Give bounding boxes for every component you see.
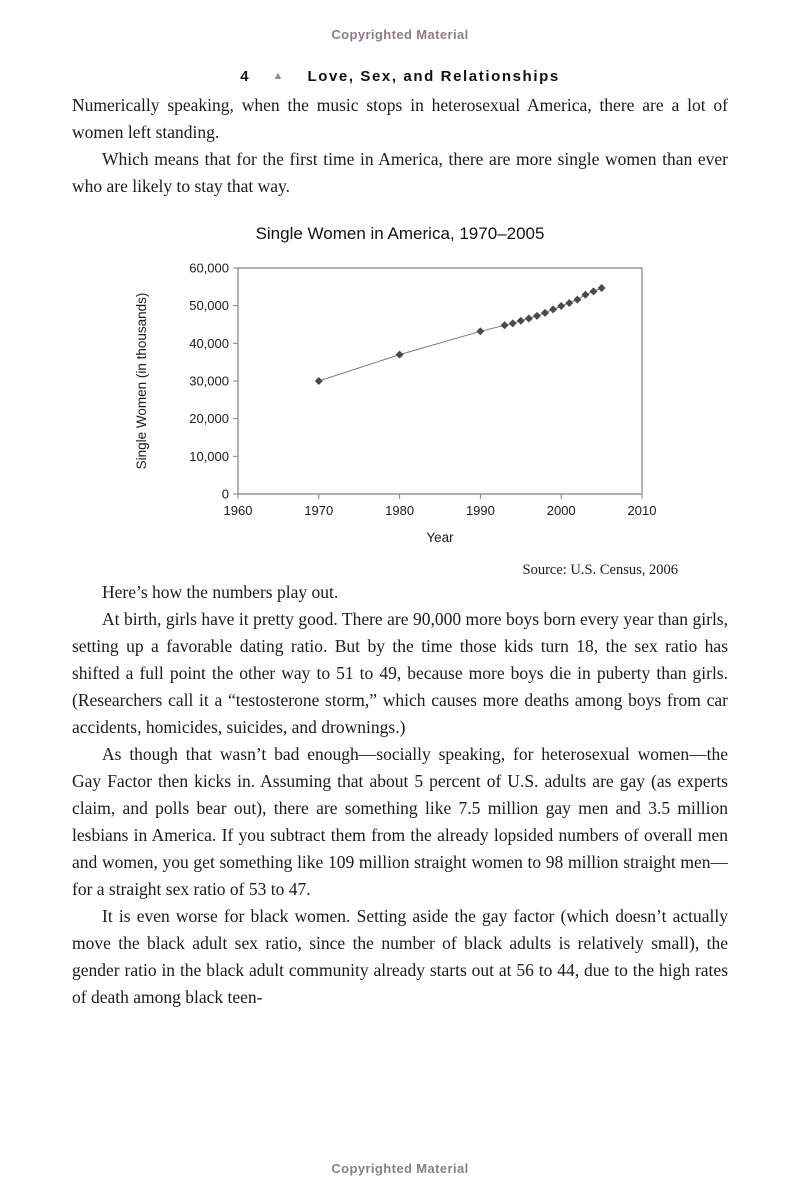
x-tick-label: 1970 (304, 503, 334, 518)
body-paragraph: Here’s how the numbers play out. (102, 582, 339, 602)
page-number: 4 (240, 68, 249, 85)
page-content (72, 92, 728, 1011)
y-axis-label: Single Women (in thousands) (134, 292, 149, 470)
plot-area (238, 268, 642, 494)
body-paragraph: Numerically speaking, when the music stops in heterosexual America, there are a lot of women left standing. (72, 95, 728, 142)
y-tick-label: 30,000 (189, 373, 229, 389)
y-tick-label: 50,000 (189, 298, 229, 314)
y-tick-label: 20,000 (189, 411, 229, 427)
x-tick-label: 1980 (385, 503, 415, 518)
body-paragraph: It is even worse for black women. Setting aside the gay factor (which doesn’t actually move the black adult sex ratio, since the number of black adults is relatively small), the gender ratio in the black adult community already starts out at 56 to 44, due to the high rates of death among black teen- (72, 906, 728, 1007)
y-tick-label: 10,000 (189, 448, 229, 464)
x-axis-label: Year (426, 530, 454, 545)
copyright-notice-bottom: Copyrighted Material (331, 1161, 469, 1176)
chart-figure (72, 224, 728, 579)
y-tick-label: 40,000 (189, 335, 229, 351)
body-paragraph: Which means that for the first time in America, there are more single women than ever who are likely to stay that way. (72, 149, 728, 196)
y-tick-label: 60,000 (189, 260, 229, 276)
y-tick-label: 0 (221, 486, 229, 502)
running-head-title: Love, Sex, and Relationships (307, 68, 560, 85)
running-head (0, 68, 800, 85)
x-tick-label: 2000 (546, 503, 576, 518)
chart-container (72, 256, 728, 556)
x-tick-label: 1990 (465, 503, 495, 518)
x-tick-label: 1960 (223, 503, 253, 518)
copyright-notice-top: Copyrighted Material (331, 27, 469, 42)
single-women-scatter-chart (130, 256, 670, 556)
body-paragraph: As though that wasn’t bad enough—socially speaking, for heterosexual women—the Gay Factor then kicks in. Assuming that about 5 percent of U.S. adults are gay (as experts claim, and polls bear out), there are something like 7.5 million gay men and 3.5 million lesbians in America. If you subtract them from the already lopsided numbers of overall men and women, you get something like 109 million straight women to 98 million straight men—for a straight sex ratio of 53 to 47. (72, 744, 728, 899)
chart-title: Single Women in America, 1970–2005 (255, 224, 545, 243)
body-paragraph: At birth, girls have it pretty good. There are 90,000 more boys born every year than girls, setting up a favorable dating ratio. But by the time those kids turn 18, the sex ratio has shifted a full point the other way to 51 to 49, because more boys die in puberty than girls. (Researchers call it a “testosterone storm,” which causes more deaths among boys from car accidents, homicides, suicides, and drownings.) (72, 609, 728, 737)
chart-source-credit: Source: U.S. Census, 2006 (522, 562, 678, 578)
triangle-ornament-icon: ▲ (272, 70, 284, 82)
x-tick-label: 2010 (627, 503, 657, 518)
